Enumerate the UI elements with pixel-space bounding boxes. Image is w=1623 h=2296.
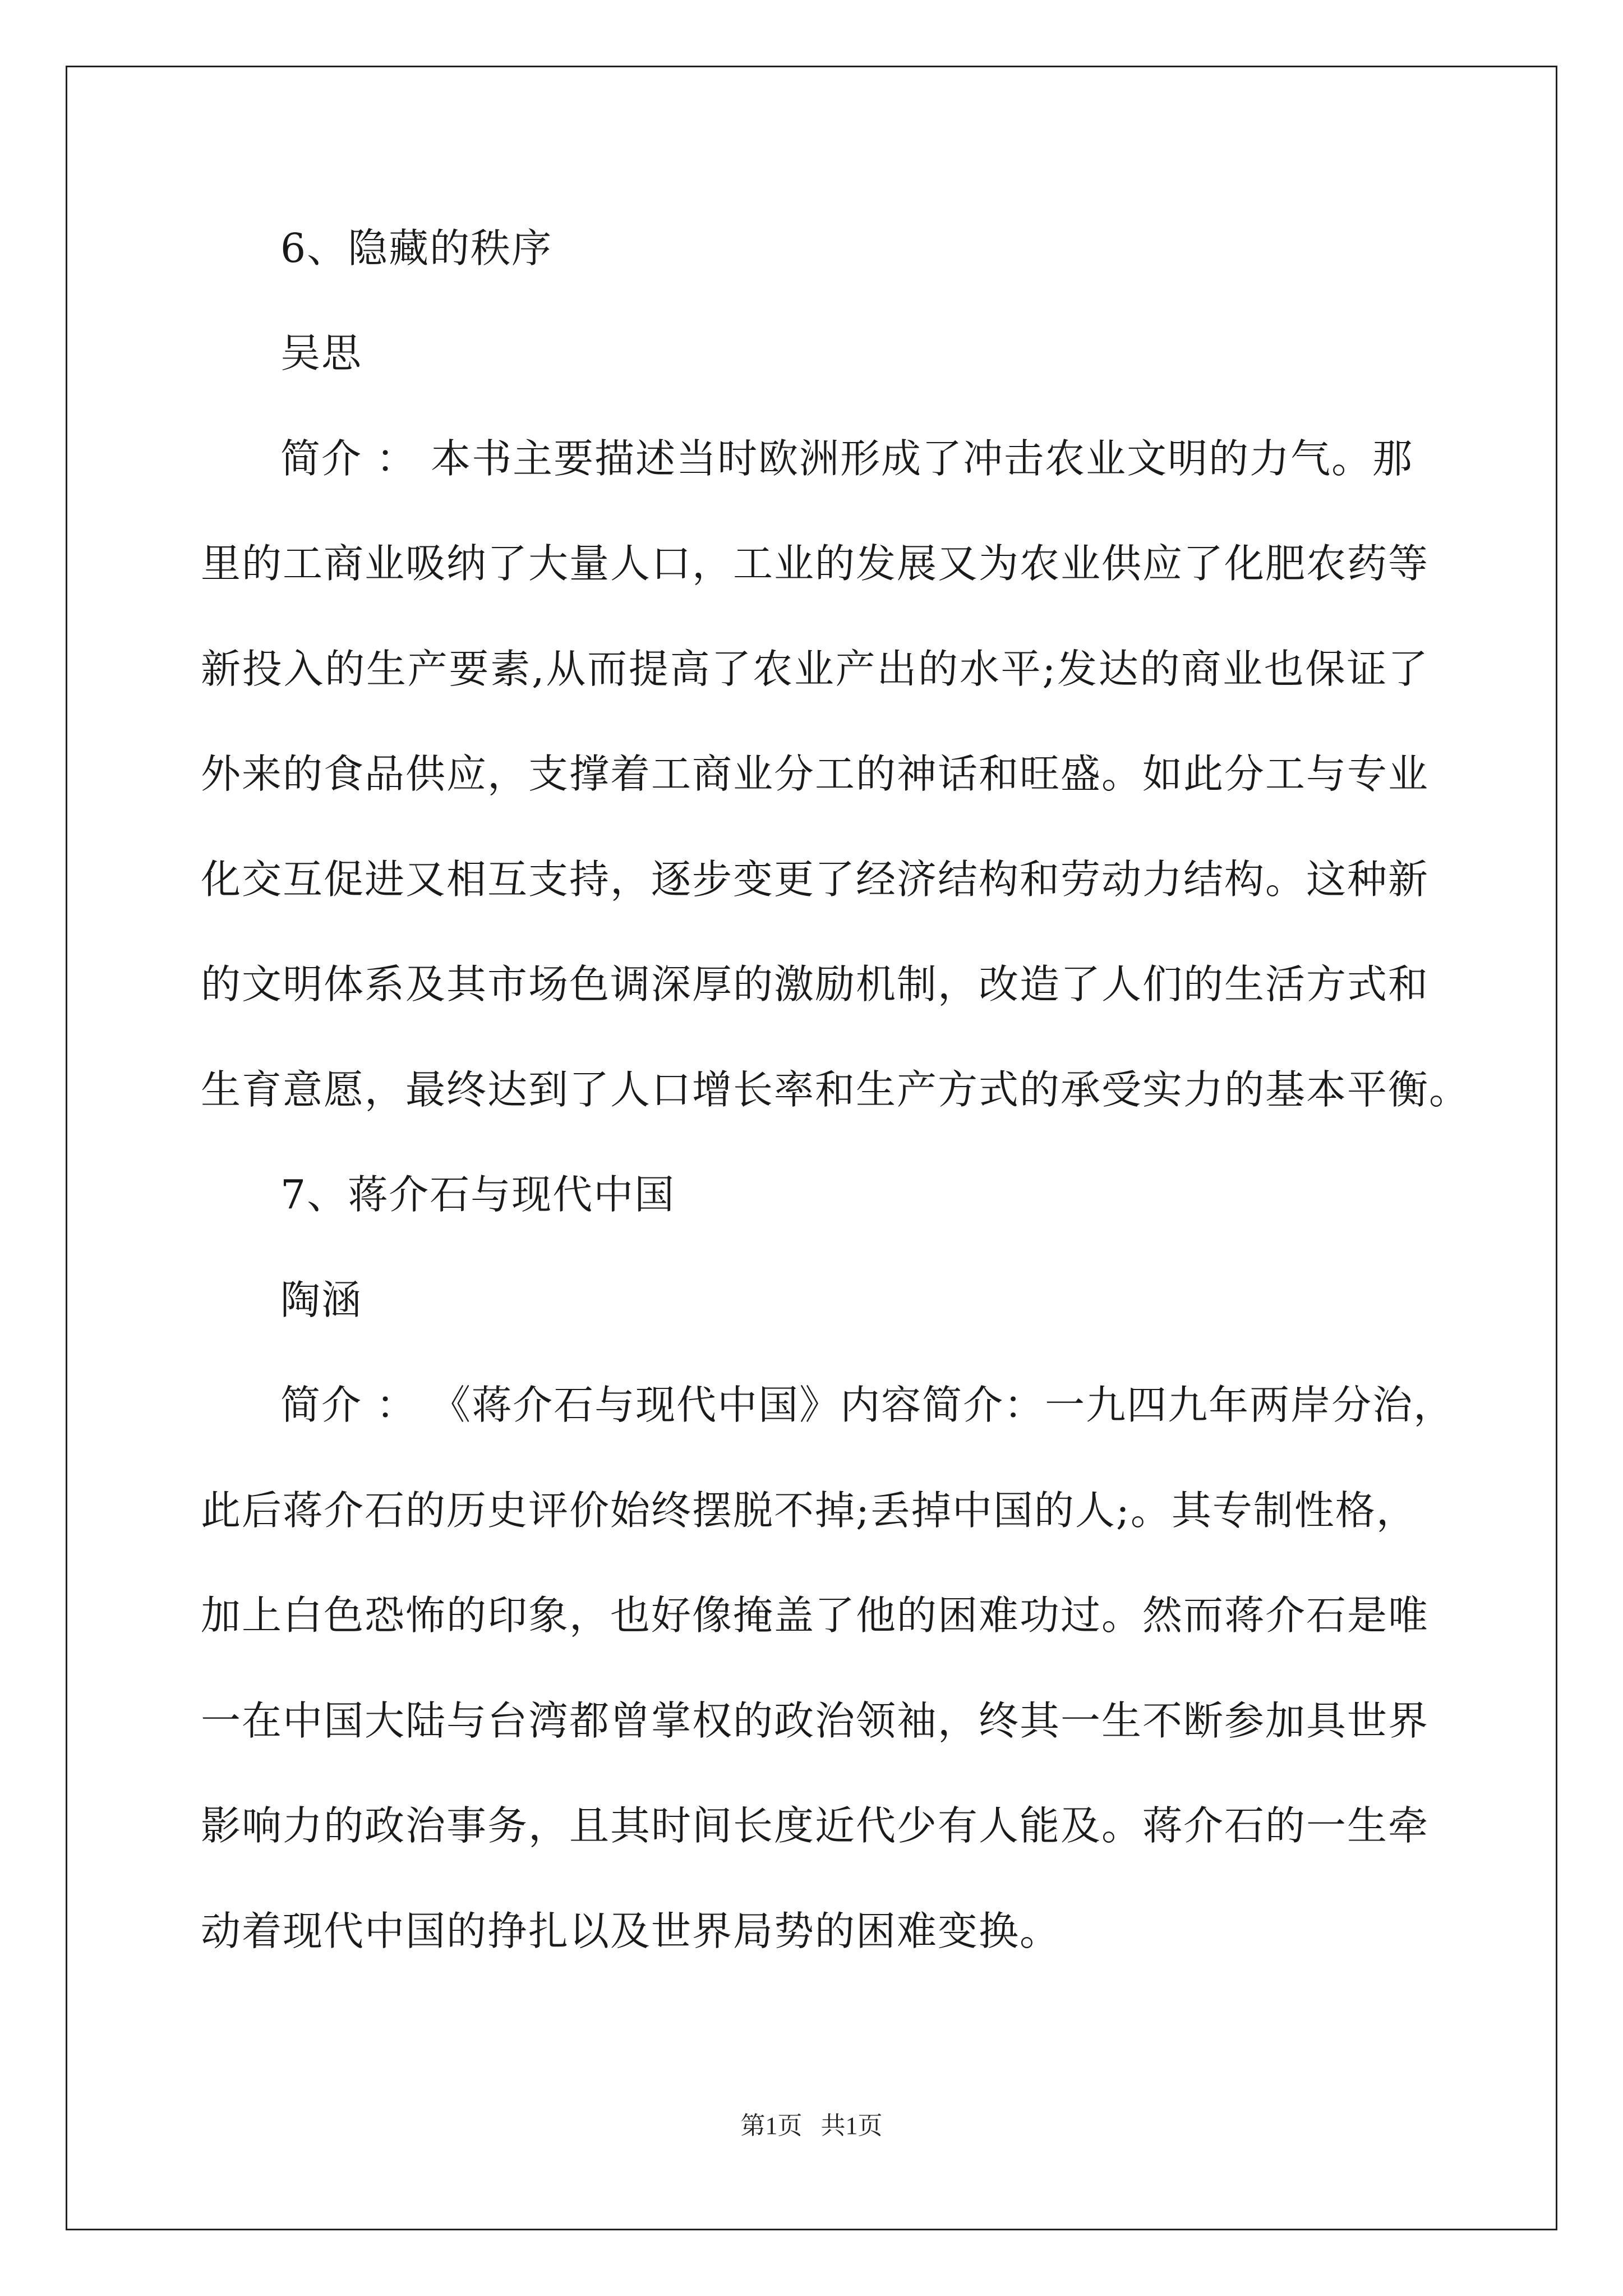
section-heading-6: 6、隐藏的秩序	[280, 225, 553, 272]
summary-line: 简介 ： 本书主要描述当时欧洲形成了冲击农业文明的力气。那	[280, 435, 1414, 482]
summary-line: 新投入的生产要素,从而提高了农业产出的水平;发达的商业也保证了	[201, 646, 1429, 692]
summary-line: 一在中国大陆与台湾都曾掌权的政治领袖，终其一生不断参加具世界	[201, 1697, 1430, 1744]
summary-line: 生育意愿，最终达到了人口增长率和生产方式的承受实力的基本平衡。	[201, 1066, 1470, 1113]
summary-line: 简介 ： 《蒋介石与现代中国》内容简介：一九四九年两岸分治，	[280, 1382, 1455, 1428]
author-line: 吴思	[280, 330, 363, 376]
summary-line: 外来的食品供应，支撑着工商业分工的神话和旺盛。如此分工与专业	[201, 751, 1430, 797]
summary-line: 里的工商业吸纳了大量人口，工业的发展又为农业供应了化肥农药等	[201, 540, 1430, 587]
summary-line: 影响力的政治事务，且其时间长度近代少有人能及。蒋介石的一生牵	[201, 1802, 1430, 1849]
summary-line: 此后蒋介石的历史评价始终摆脱不掉;丢掉中国的人;。其专制性格，	[201, 1487, 1417, 1534]
summary-line: 加上白色恐怖的印象，也好像掩盖了他的困难功过。然而蒋介石是唯	[201, 1592, 1430, 1639]
summary-line: 化交互促进又相互支持，逐步变更了经济结构和劳动力结构。这种新	[201, 856, 1430, 903]
author-line: 陶涵	[280, 1277, 363, 1323]
section-heading-7: 7、蒋介石与现代中国	[280, 1171, 676, 1218]
summary-line: 的文明体系及其市场色调深厚的激励机制，改造了人们的生活方式和	[201, 961, 1430, 1007]
page-number: 第1页 共1页	[740, 2112, 883, 2139]
summary-line: 动着现代中国的挣扎以及世界局势的困难变换。	[201, 1908, 1061, 1954]
